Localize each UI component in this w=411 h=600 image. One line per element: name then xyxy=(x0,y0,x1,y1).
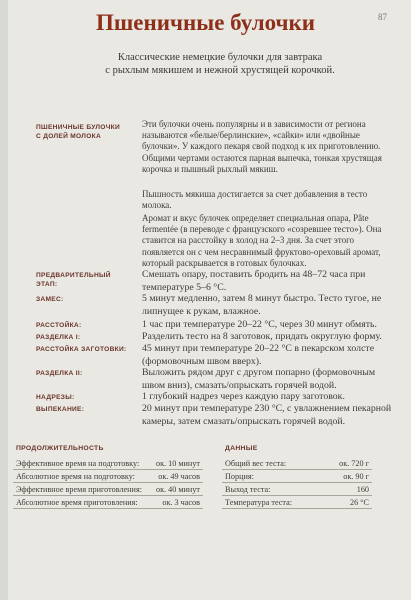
step-text: Разделить тесто на 8 заготовок, придать округлую форму. xyxy=(142,331,382,342)
step-text: 5 минут медленно, затем 8 минут быстро. Тесто тугое, не липнущее к рукам, влажное. xyxy=(142,293,382,317)
duration-value: ок. 10 минут xyxy=(151,457,203,470)
step-label: НАДРЕЗЫ: xyxy=(36,394,75,401)
recipe-label xyxy=(36,124,136,141)
step-label: ВЫПЕКАНИЕ: xyxy=(36,406,85,413)
duration-label: Эффективное время приготовления: xyxy=(13,483,151,496)
recipe-label-line: С ДОЛЕЙ МОЛОКА xyxy=(36,132,102,140)
subtitle-line: с рыхлым мякишем и нежной хрустящей корочкой. xyxy=(105,65,335,76)
step-text: 45 минут при температуре 20–22 °С в пекарском холсте (формовочным швом вверх). xyxy=(142,343,375,367)
info-label: Температура теста: xyxy=(222,496,323,509)
info-heading: ДАННЫЕ xyxy=(225,445,258,452)
step-label: ПРЕДВАРИТЕЛЬНЫЙ ЭТАП: xyxy=(36,272,111,288)
duration-label: Абсолютное время на подготовку: xyxy=(13,470,151,483)
duration-table xyxy=(13,457,203,509)
step-label: РАЗДЕЛКА I: xyxy=(36,334,81,341)
info-table xyxy=(222,457,372,509)
recipe-label-line: ПШЕНИЧНЫЕ БУЛОЧКИ xyxy=(36,124,121,131)
table-row xyxy=(222,496,372,509)
table-row xyxy=(222,457,372,470)
intro-paragraph: Пышность мякиша достигается за счет добавления в тесто молока. xyxy=(142,189,368,211)
duration-value: ок. 3 часов xyxy=(151,496,203,509)
intro-paragraph: Эти булочки очень популярны и в зависимости от региона называются «белые/берлинские», «сайки» или «двойные булочки». У каждого пекаря свой подход к их приготовлению. Общими чертами остаются парная выпечка, тонкая хрустящая корочка и пышный рыхлый мякиш. xyxy=(142,119,382,174)
table-row xyxy=(13,470,203,483)
info-label: Выход теста: xyxy=(222,483,323,496)
step-label: РАССТОЙКА: xyxy=(36,322,82,329)
duration-label: Эффективное время на подготовку: xyxy=(13,457,151,470)
step-label: РАЗДЕЛКА II: xyxy=(36,370,83,377)
info-label: Порция: xyxy=(222,470,323,483)
info-value: ок. 90 г xyxy=(323,470,372,483)
duration-heading: ПРОДОЛЖИТЕЛЬНОСТЬ xyxy=(16,445,104,452)
table-row xyxy=(222,483,372,496)
page-subtitle xyxy=(70,51,370,77)
info-label: Общий вес теста: xyxy=(222,457,323,470)
duration-label: Абсолютное время приготовления: xyxy=(13,496,151,509)
step-label: ЗАМЕС: xyxy=(36,296,64,303)
step-text: Смешать опару, поставить бродить на 48–72 часа при температуре 5–6 °С. xyxy=(142,269,366,293)
subtitle-line: Классические немецкие булочки для завтрака xyxy=(117,52,323,63)
step-text: Выложить рядом друг с другом попарно (формовочным швом вниз), смазать/опрыскать горячей водой. xyxy=(142,367,376,391)
table-row xyxy=(13,483,203,496)
step-text: 20 минут при температуре 230 °С, с увлажнением пекарной камеры, затем смазать/опрыскать горячей водой. xyxy=(142,403,392,427)
step-text: 1 час при температуре 20–22 °С, через 30 минут обмять. xyxy=(142,319,377,330)
table-row xyxy=(13,496,203,509)
info-value: ок. 720 г xyxy=(323,457,372,470)
duration-value: ок. 49 часов xyxy=(151,470,203,483)
intro-paragraph: Аромат и вкус булочек определяет специальная опара, Pâte fermentée (в переводе с французского «созревшее тесто»). Она ставится на расстойку в холод на 2–3 дня. За счет этого появляется он с чем несравнимый фруктово-ореховый аромат, который раскрывается в готовых булочках. xyxy=(142,213,382,268)
step-label: РАССТОЙКА ЗАГОТОВКИ: xyxy=(36,346,127,353)
duration-value: ок. 40 минут xyxy=(151,483,203,496)
table-row xyxy=(13,457,203,470)
info-value: 160 xyxy=(323,483,372,496)
page-title: Пшеничные булочки xyxy=(96,10,315,35)
info-value: 26 °С xyxy=(323,496,372,509)
step-text: 1 глубокий надрез через каждую пару заготовок. xyxy=(142,391,345,402)
page-number: 87 xyxy=(378,12,387,22)
table-row xyxy=(222,470,372,483)
